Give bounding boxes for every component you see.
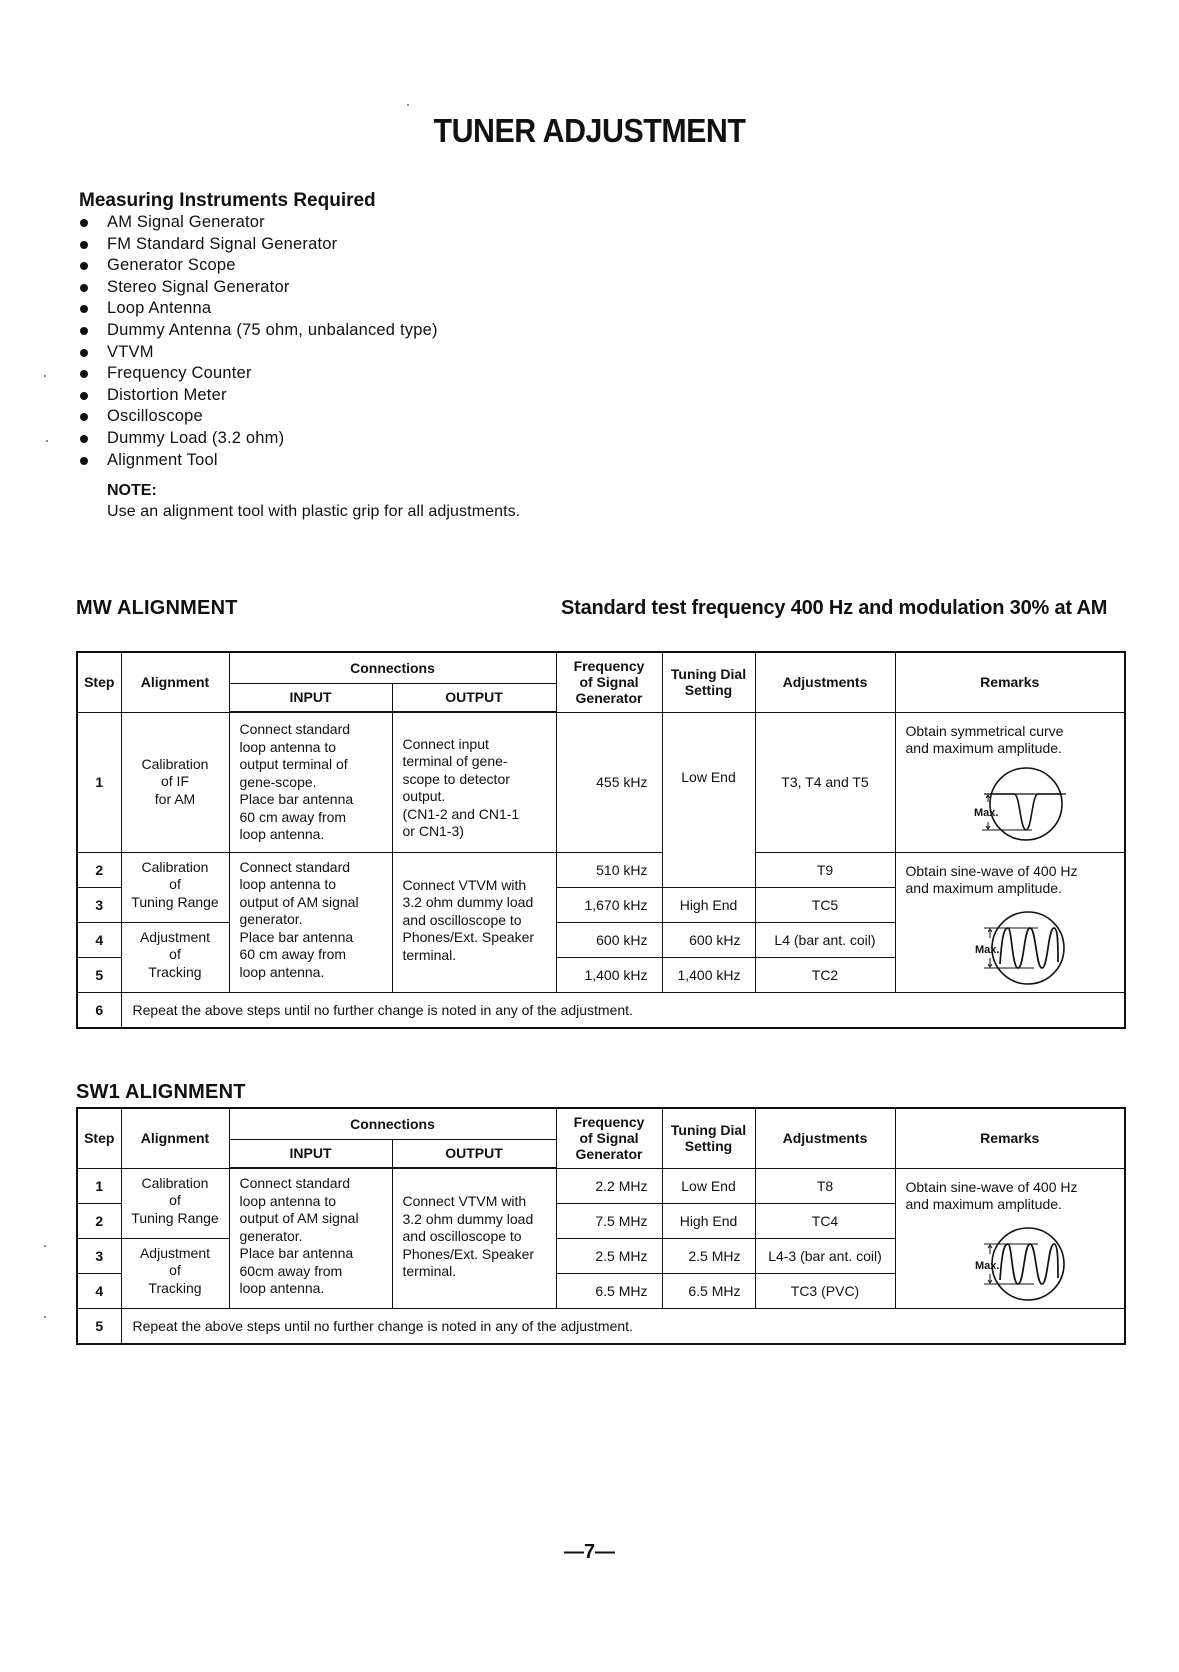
step-number: 6 (77, 992, 121, 1028)
adjustments-cell: L4-3 (bar ant. coil) (755, 1238, 895, 1273)
bullet-icon (80, 262, 88, 270)
instrument-label: Oscilloscope (107, 407, 203, 426)
header-tuning-dial (662, 652, 755, 712)
list-item (78, 385, 438, 407)
alignment-line: of (169, 1262, 181, 1278)
tuning-cell: 6.5 MHz (662, 1273, 755, 1308)
output-line: 3.2 ohm dummy load (402, 1210, 534, 1227)
frequency-cell: 2.2 MHz (556, 1168, 662, 1203)
input-line: loop antenna to (239, 738, 337, 755)
instrument-label: FM Standard Signal Generator (107, 234, 338, 253)
list-item (78, 406, 438, 428)
adjustments-cell: TC4 (755, 1203, 895, 1238)
alignment-line: Calibration (141, 858, 209, 875)
remarks-cell (895, 1168, 1125, 1308)
table-row (77, 992, 1125, 1028)
remarks-line: and maximum amplitude. (905, 1196, 1062, 1212)
alignment-cell (121, 712, 229, 852)
header-step: Step (77, 1108, 121, 1168)
step-number: 2 (77, 852, 121, 887)
remarks-line: Obtain sine-wave of 400 Hz (905, 1178, 1078, 1195)
output-line: 3.2 ohm dummy load (402, 894, 534, 910)
adjustments-cell: L4 (bar ant. coil) (755, 922, 895, 957)
alignment-line: of (169, 1192, 181, 1208)
input-cell (229, 852, 392, 992)
list-item (78, 212, 438, 234)
output-line: scope to detector (402, 770, 510, 787)
instrument-label: Loop Antenna (107, 299, 212, 318)
repeat-note: Repeat the above steps until no further change is noted in any of the adjustment. (121, 1308, 1125, 1344)
mw-alignment-table (76, 651, 1126, 1029)
bullet-icon (80, 349, 88, 357)
alignment-line: of IF (160, 773, 189, 790)
bullet-icon (80, 305, 88, 313)
alignment-line: Adjustment (139, 928, 211, 945)
alignment-cell (121, 922, 229, 992)
sw1-alignment-table (76, 1107, 1126, 1345)
note-label: NOTE: (107, 482, 157, 499)
output-line: (CN1-2 and CN1-1 (402, 805, 520, 822)
remarks-cell (895, 852, 1125, 992)
alignment-line: Tracking (148, 1279, 202, 1296)
alignment-cell (121, 852, 229, 922)
step-number: 3 (77, 1238, 121, 1273)
output-line: Phones/Ext. Speaker (402, 1245, 535, 1262)
scan-speck (44, 1245, 46, 1247)
remarks-line: Obtain sine-wave of 400 Hz (905, 862, 1078, 879)
alignment-line: of (169, 946, 181, 962)
bullet-icon (80, 284, 88, 292)
step-number: 2 (77, 1203, 121, 1238)
page-title: TUNER ADJUSTMENT (433, 112, 746, 149)
output-line: and oscilloscope to (402, 1228, 522, 1244)
header-frequency-line: Generator (575, 690, 643, 707)
alignment-cell (121, 1238, 229, 1308)
output-line: Connect VTVM with (402, 1193, 527, 1209)
input-line: 60 cm away from (239, 946, 347, 962)
input-line: 60 cm away from (239, 808, 347, 825)
mw-alignment-heading: MW ALIGNMENT (76, 597, 238, 619)
list-item (78, 298, 438, 320)
step-number: 3 (77, 887, 121, 922)
input-line: loop antenna. (239, 963, 325, 980)
input-line: loop antenna to (239, 876, 337, 892)
header-adjustments: Adjustments (755, 1108, 895, 1168)
instrument-label: Distortion Meter (107, 385, 227, 404)
tuning-cell: High End (662, 887, 755, 922)
remarks-cell (895, 712, 1125, 852)
output-line: terminal of gene- (402, 753, 508, 770)
header-tuning-line: Setting (684, 682, 733, 699)
adjustments-cell: T9 (755, 852, 895, 887)
alignment-line: Adjustment (139, 1244, 211, 1261)
remarks-text (896, 1175, 1125, 1214)
bullet-icon (80, 457, 88, 465)
header-alignment: Alignment (121, 652, 229, 712)
frequency-cell: 455 kHz (556, 712, 662, 852)
output-line: terminal. (402, 946, 457, 963)
input-line: output of AM signal (239, 1210, 359, 1226)
adjustments-cell: TC5 (755, 887, 895, 922)
header-frequency-line: of Signal (579, 1130, 639, 1147)
list-item (78, 320, 438, 342)
step-number: 1 (77, 1168, 121, 1203)
bullet-icon (80, 241, 88, 249)
scan-speck (44, 375, 46, 377)
frequency-cell: 600 kHz (556, 922, 662, 957)
input-line: output terminal of (239, 756, 348, 772)
header-alignment: Alignment (121, 1108, 229, 1168)
input-line: 60cm away from (239, 1262, 343, 1279)
instrument-label: Dummy Load (3.2 ohm) (107, 428, 285, 447)
instrument-label: Alignment Tool (107, 450, 218, 469)
frequency-cell: 1,400 kHz (556, 957, 662, 992)
list-item (78, 450, 438, 472)
remarks-line: and maximum amplitude. (905, 740, 1062, 756)
input-line: loop antenna. (239, 1280, 325, 1296)
step-number: 1 (77, 712, 121, 852)
list-item (78, 277, 438, 299)
header-frequency-line: Generator (575, 1146, 643, 1163)
tuning-cell: Low End (662, 712, 755, 887)
input-line: generator. (239, 1227, 303, 1244)
bullet-icon (80, 435, 88, 443)
remarks-text (896, 859, 1125, 898)
header-connections: Connections (229, 652, 556, 683)
input-line: generator. (239, 911, 303, 927)
table-row (77, 1168, 1125, 1203)
output-line: Connect VTVM with (402, 876, 527, 893)
scan-speck (44, 1316, 46, 1318)
symmetrical-curve-scope-icon (954, 766, 1074, 842)
tuning-cell: High End (662, 1203, 755, 1238)
input-line: Connect standard (239, 1175, 351, 1191)
alignment-line: Tracking (148, 963, 202, 980)
input-line: Connect standard (239, 858, 351, 875)
header-tuning-dial (662, 1108, 755, 1168)
step-number: 4 (77, 922, 121, 957)
standard-test-frequency-note: Standard test frequency 400 Hz and modulation 30% at AM (561, 597, 1108, 619)
header-frequency-line: Frequency (573, 1114, 645, 1131)
alignment-line: Calibration (141, 1174, 209, 1191)
sine-wave-scope-icon (954, 906, 1074, 986)
header-frequency (556, 652, 662, 712)
output-cell (392, 1168, 556, 1308)
list-item (78, 342, 438, 364)
instruments-heading: Measuring Instruments Required (79, 190, 376, 211)
output-line: or CN1-3) (402, 823, 464, 840)
bullet-icon (80, 392, 88, 400)
frequency-cell: 1,670 kHz (556, 887, 662, 922)
input-line: Place bar antenna (239, 791, 354, 807)
alignment-line: Tuning Range (131, 1209, 219, 1226)
remarks-line: Obtain symmetrical curve (905, 722, 1064, 739)
adjustments-cell: T3, T4 and T5 (755, 712, 895, 852)
bullet-icon (80, 219, 88, 227)
output-cell (392, 712, 556, 852)
adjustments-cell: T8 (755, 1168, 895, 1203)
instruments-list (78, 212, 438, 471)
list-item (78, 363, 438, 385)
note-text: Use an alignment tool with plastic grip for all adjustments. (107, 503, 521, 520)
instrument-label: Dummy Antenna (75 ohm, unbalanced type) (107, 320, 438, 339)
output-line: output. (402, 788, 446, 805)
frequency-cell: 2.5 MHz (556, 1238, 662, 1273)
input-line: gene-scope. (239, 773, 317, 790)
step-number: 5 (77, 957, 121, 992)
header-connections: Connections (229, 1108, 556, 1139)
tuning-cell: 2.5 MHz (662, 1238, 755, 1273)
header-output: OUTPUT (392, 1139, 556, 1168)
adjustments-cell: TC2 (755, 957, 895, 992)
scan-speck (46, 440, 48, 442)
scope-max-label: Max. (974, 943, 999, 956)
list-item (78, 234, 438, 256)
adjustments-cell: TC3 (PVC) (755, 1273, 895, 1308)
output-cell (392, 852, 556, 992)
page-number: —7— (563, 1541, 616, 1563)
header-frequency-line: Frequency (573, 658, 645, 675)
header-remarks: Remarks (895, 1108, 1125, 1168)
header-frequency (556, 1108, 662, 1168)
instrument-label: AM Signal Generator (107, 213, 265, 231)
alignment-line: Calibration (141, 755, 209, 772)
step-number: 5 (77, 1308, 121, 1344)
remarks-text (896, 719, 1125, 758)
frequency-cell: 510 kHz (556, 852, 662, 887)
table-row (77, 712, 1125, 852)
scan-speck (407, 104, 409, 106)
header-adjustments: Adjustments (755, 652, 895, 712)
header-tuning-line: Tuning Dial (670, 1122, 747, 1139)
input-cell (229, 1168, 392, 1308)
list-item (78, 255, 438, 277)
instrument-label: Generator Scope (107, 256, 236, 275)
header-input: INPUT (229, 683, 392, 712)
input-line: Place bar antenna (239, 928, 354, 945)
sine-wave-scope-icon (954, 1222, 1074, 1302)
output-line: Connect input (402, 735, 489, 752)
scope-max-label: Max. (974, 1259, 999, 1272)
table-row (77, 1308, 1125, 1344)
header-tuning-line: Setting (684, 1138, 733, 1155)
bullet-icon (80, 413, 88, 421)
header-remarks: Remarks (895, 652, 1125, 712)
header-step: Step (77, 652, 121, 712)
frequency-cell: 6.5 MHz (556, 1273, 662, 1308)
alignment-cell (121, 1168, 229, 1238)
header-input: INPUT (229, 1139, 392, 1168)
sw1-alignment-heading: SW1 ALIGNMENT (76, 1081, 246, 1103)
step-number: 4 (77, 1273, 121, 1308)
bullet-icon (80, 370, 88, 378)
input-line: output of AM signal (239, 893, 359, 910)
input-line: loop antenna. (239, 826, 325, 842)
instrument-label: Frequency Counter (107, 364, 252, 383)
header-tuning-line: Tuning Dial (670, 666, 747, 683)
output-line: terminal. (402, 1263, 457, 1279)
tuning-cell: 1,400 kHz (662, 957, 755, 992)
alignment-line: of (169, 876, 181, 892)
output-line: Phones/Ext. Speaker (402, 929, 535, 945)
instrument-label: VTVM (107, 342, 154, 361)
list-item (78, 428, 438, 450)
tuning-cell: 600 kHz (662, 922, 755, 957)
bullet-icon (80, 327, 88, 335)
repeat-note: Repeat the above steps until no further change is noted in any of the adjustment. (121, 992, 1125, 1028)
alignment-line: for AM (154, 790, 196, 807)
scope-max-label: Max. (973, 806, 998, 819)
input-line: Place bar antenna (239, 1245, 354, 1261)
input-cell (229, 712, 392, 852)
instrument-label: Stereo Signal Generator (107, 277, 290, 296)
table-row (77, 852, 1125, 887)
tuning-cell: Low End (662, 1168, 755, 1203)
input-line: loop antenna to (239, 1192, 337, 1209)
header-output: OUTPUT (392, 683, 556, 712)
alignment-line: Tuning Range (131, 893, 219, 910)
output-line: and oscilloscope to (402, 911, 522, 928)
remarks-line: and maximum amplitude. (905, 880, 1062, 896)
input-line: Connect standard (239, 721, 351, 737)
header-frequency-line: of Signal (579, 674, 639, 691)
frequency-cell: 7.5 MHz (556, 1203, 662, 1238)
